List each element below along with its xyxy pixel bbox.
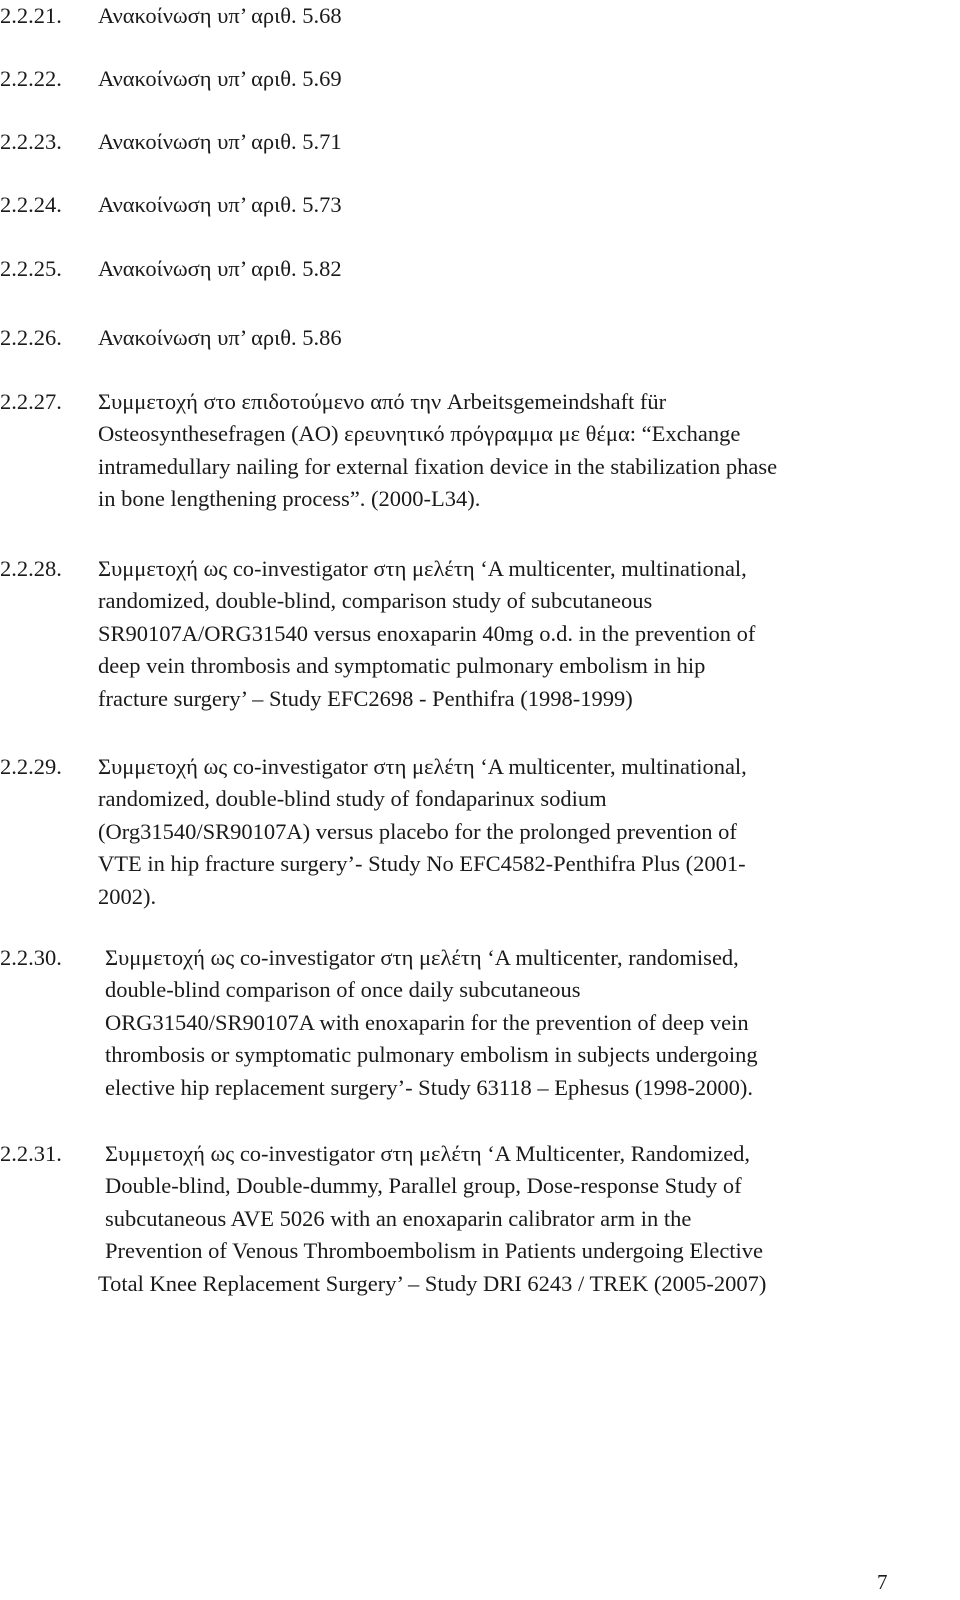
item-line: ORG31540/SR90107A with enoxaparin for the prevention of deep vein — [105, 1009, 749, 1035]
item-line: Double-blind, Double-dummy, Parallel group, Dose-response Study of — [105, 1173, 742, 1199]
list-item — [0, 942, 950, 1104]
item-line: randomized, double-blind, comparison study of subcutaneous — [98, 588, 653, 614]
item-number: 2.2.26. — [0, 325, 62, 350]
item-number: 2.2.23. — [0, 129, 62, 154]
item-line: thrombosis or symptomatic pulmonary embolism in subjects undergoing — [105, 1042, 758, 1068]
item-line: Ανακοίνωση υπ’ αριθ. 5.69 — [98, 66, 342, 91]
list-item — [0, 189, 950, 221]
item-line: VTE in hip fracture surgery’- Study No EFC4582-Penthifra Plus (2001- — [98, 851, 746, 877]
item-text — [98, 386, 950, 516]
list-item — [0, 0, 950, 32]
item-text — [98, 751, 950, 913]
item-line: Ανακοίνωση υπ’ αριθ. 5.73 — [98, 192, 342, 217]
item-number: 2.2.28. — [0, 556, 62, 581]
item-line: Total Knee Replacement Surgery’ – Study DRI 6243 / TREK (2005-2007) — [98, 1270, 767, 1296]
list-item — [0, 386, 950, 516]
item-line: Osteosynthesefragen (AO) ερευνητικό πρόγραμμα με θέμα: “Exchange — [98, 421, 741, 447]
list-item — [0, 126, 950, 158]
item-line: Συμμετοχή ως co-investigator στη μελέτη ‘A multicenter, randomised, — [105, 945, 739, 970]
item-line: Συμμετοχή στο επιδοτούμενο από την Arbeitsgemeindshaft für — [98, 389, 667, 414]
item-line: double-blind comparison of once daily subcutaneous — [105, 977, 581, 1003]
item-text — [98, 1138, 950, 1300]
item-text — [98, 0, 950, 32]
item-line: 2002). — [98, 883, 157, 909]
item-number: 2.2.22. — [0, 66, 62, 91]
list-item — [0, 751, 950, 913]
page-number: 7 — [877, 1570, 888, 1594]
item-line: Συμμετοχή ως co-investigator στη μελέτη ‘A multicenter, multinational, — [98, 556, 747, 581]
item-line: Prevention of Venous Thromboembolism in Patients undergoing Elective — [105, 1238, 764, 1264]
item-line: SR90107A/ORG31540 versus enoxaparin 40mg o.d. in the prevention of — [98, 620, 756, 646]
item-line: (Org31540/SR90107A) versus placebo for the prolonged prevention of — [98, 818, 737, 844]
item-number: 2.2.24. — [0, 192, 62, 217]
item-line: Συμμετοχή ως co-investigator στη μελέτη ‘A Multicenter, Randomized, — [105, 1141, 751, 1166]
list-item — [0, 1138, 950, 1300]
item-line: intramedullary nailing for external fixation device in the stabilization phase — [98, 453, 778, 479]
item-line: Ανακοίνωση υπ’ αριθ. 5.86 — [98, 325, 342, 350]
list-item — [0, 253, 950, 285]
item-number: 2.2.31. — [0, 1141, 62, 1166]
item-text — [98, 553, 950, 715]
item-number: 2.2.21. — [0, 3, 62, 28]
item-text — [98, 253, 950, 285]
item-line: Ανακοίνωση υπ’ αριθ. 5.68 — [98, 3, 342, 28]
item-line: deep vein thrombosis and symptomatic pulmonary embolism in hip — [98, 653, 706, 679]
list-item — [0, 553, 950, 715]
item-line: subcutaneous AVE 5026 with an enoxaparin calibrator arm in the — [105, 1205, 692, 1231]
list-item — [0, 322, 950, 354]
item-text — [98, 63, 950, 95]
item-line: fracture surgery’ – Study EFC2698 - Penthifra (1998-1999) — [98, 685, 633, 711]
item-line: elective hip replacement surgery’- Study 63118 – Ephesus (1998-2000). — [105, 1074, 753, 1100]
item-line: in bone lengthening process”. (2000-L34). — [98, 486, 481, 512]
item-text — [98, 126, 950, 158]
item-text — [105, 942, 950, 1104]
list-item — [0, 63, 950, 95]
item-line: Ανακοίνωση υπ’ αριθ. 5.71 — [98, 129, 342, 154]
item-number: 2.2.30. — [0, 945, 62, 970]
item-line: Συμμετοχή ως co-investigator στη μελέτη ‘A multicenter, multinational, — [98, 754, 747, 779]
item-number: 2.2.29. — [0, 754, 62, 779]
item-text — [98, 322, 950, 354]
item-number: 2.2.25. — [0, 256, 62, 281]
item-text — [98, 189, 950, 221]
item-line: randomized, double-blind study of fondaparinux sodium — [98, 786, 607, 812]
item-number: 2.2.27. — [0, 389, 62, 414]
item-line: Ανακοίνωση υπ’ αριθ. 5.82 — [98, 256, 342, 281]
